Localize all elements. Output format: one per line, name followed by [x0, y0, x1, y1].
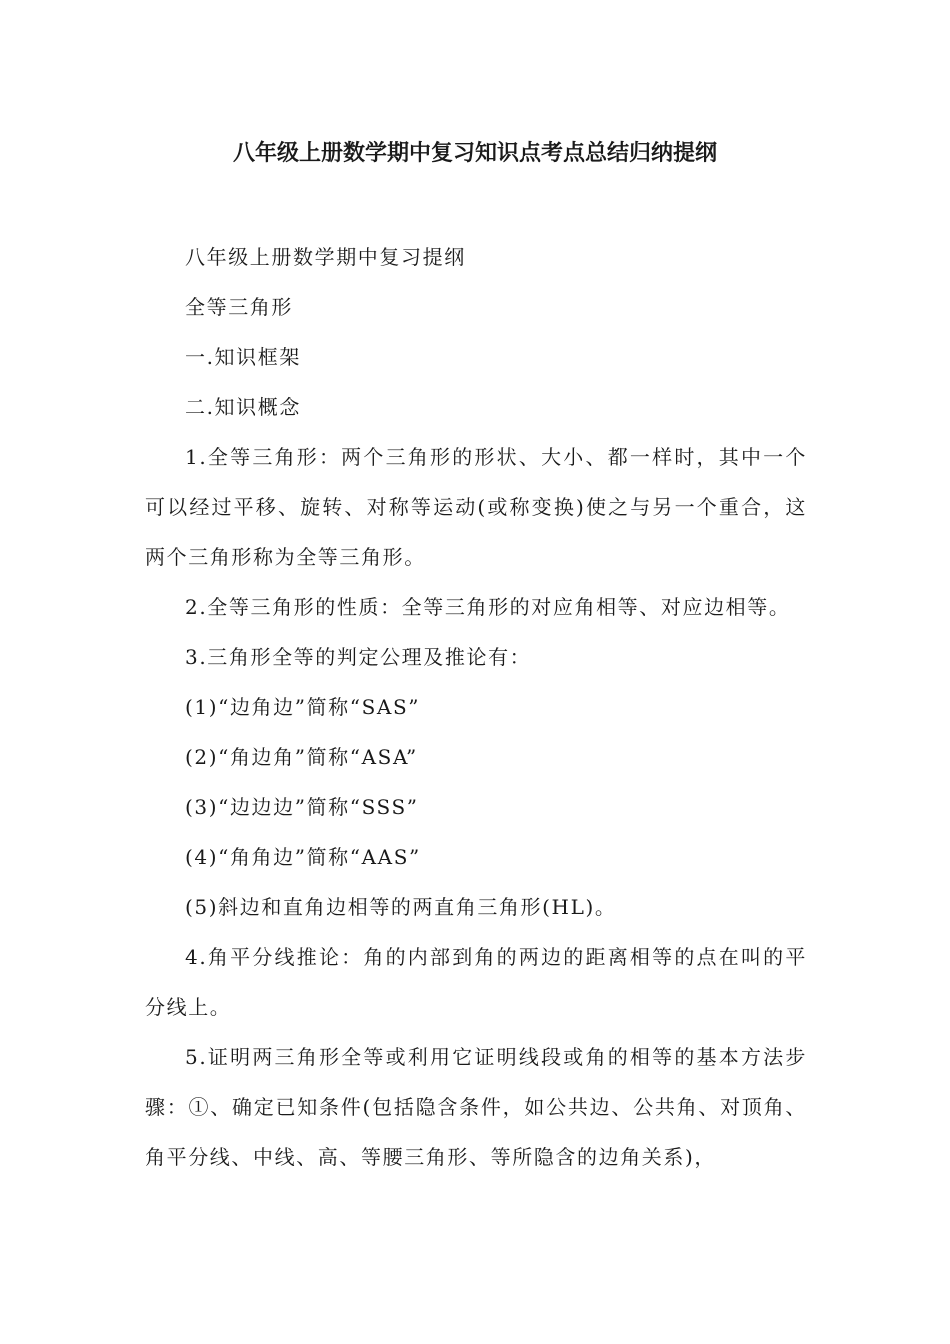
paragraph-criterion-hl: (5)斜边和直角边相等的两直角三角形(HL)。 [185, 895, 617, 919]
paragraph-outline-heading: 八年级上册数学期中复习提纲 [185, 245, 466, 269]
document-body [145, 232, 807, 1182]
paragraph-knowledge-framework: 一.知识框架 [185, 345, 301, 369]
document-title: 八年级上册数学期中复习知识点考点总结归纳提纲 [232, 141, 717, 166]
paragraph-definition: 1.全等三角形：两个三角形的形状、大小、都一样时，其中一个可以经过平移、旋转、对称等运动(或称变换)使之与另一个重合，这两个三角形称为全等三角形。 [145, 445, 807, 569]
paragraph-criterion-sss: (3)“边边边”简称“SSS” [185, 795, 419, 819]
paragraph-criterion-aas: (4)“角角边”简称“AAS” [185, 845, 421, 869]
paragraph-knowledge-concepts: 二.知识概念 [185, 395, 301, 419]
paragraph-criterion-sas: (1)“边角边”简称“SAS” [185, 695, 421, 719]
paragraph-proof-steps: 5.证明两三角形全等或利用它证明线段或角的相等的基本方法步骤：①、确定已知条件(包括隐含条件，如公共边、公共角、对顶角、角平分线、中线、高、等腰三角形、等所隐含的边角关系)， [145, 1045, 807, 1169]
paragraph-criterion-asa: (2)“角边角”简称“ASA” [185, 745, 418, 769]
paragraph-section-topic: 全等三角形 [185, 295, 293, 319]
paragraph-properties: 2.全等三角形的性质：全等三角形的对应角相等、对应边相等。 [185, 595, 791, 619]
paragraph-angle-bisector: 4.角平分线推论：角的内部到角的两边的距离相等的点在叫的平分线上。 [145, 945, 807, 1019]
paragraph-criteria-intro: 3.三角形全等的判定公理及推论有： [185, 645, 532, 669]
